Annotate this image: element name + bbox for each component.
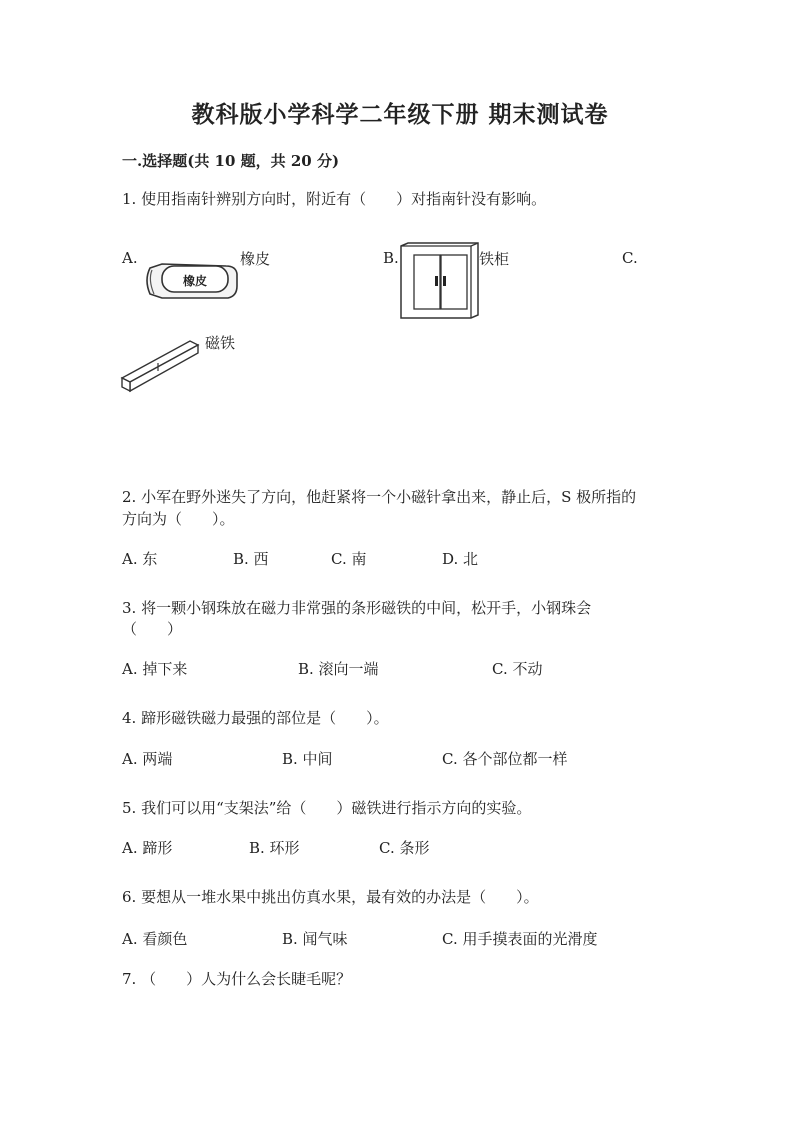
- question-2-line-2: 方向为（ ）。: [122, 510, 235, 528]
- q5-option-a: A. 蹄形: [122, 839, 173, 857]
- q2-option-a: A. 东: [122, 550, 158, 568]
- question-5-text: 5. 我们可以用“支架法”给（ ）磁铁进行指示方向的实验。: [122, 799, 532, 817]
- q5-option-c: C. 条形: [379, 839, 430, 857]
- q6-option-a: A. 看颜色: [122, 930, 188, 948]
- question-4-text: 4. 蹄形磁铁磁力最强的部位是（ ）。: [122, 709, 389, 727]
- q6-option-c: C. 用手摸表面的光滑度: [442, 930, 598, 948]
- cabinet-image: [398, 242, 480, 320]
- q1-option-c-label: 磁铁: [205, 334, 236, 352]
- q6-option-b: B. 闻气味: [282, 930, 348, 948]
- q1-option-c: C.: [622, 249, 638, 267]
- q2-option-b: B. 西: [233, 550, 269, 568]
- eraser-image: [140, 260, 240, 302]
- section-heading: 一.选择题(共 10 题，共 20 分): [122, 152, 340, 170]
- q3-option-b: B. 滚向一端: [298, 660, 379, 678]
- q4-option-c: C. 各个部位都一样: [442, 750, 568, 768]
- q3-option-a: A. 掉下来: [122, 660, 188, 678]
- question-6-text: 6. 要想从一堆水果中挑出仿真水果，最有效的办法是（ ）。: [122, 888, 539, 906]
- q1-option-b-label: 铁柜: [479, 250, 510, 268]
- q2-option-d: D. 北: [442, 550, 479, 568]
- question-7-text: 7. （ ）人为什么会长睫毛呢？: [122, 970, 352, 988]
- q4-option-b: B. 中间: [282, 750, 333, 768]
- q5-option-b: B. 环形: [249, 839, 300, 857]
- q2-option-c: C. 南: [331, 550, 367, 568]
- question-1-text: 1. 使用指南针辨别方向时，附近有（ ）对指南针没有影响。: [122, 190, 547, 208]
- q1-option-b: B.: [383, 249, 399, 267]
- question-2-line-1: 2. 小军在野外迷失了方向，他赶紧将一个小磁针拿出来，静止后，S 极所指的: [122, 488, 637, 506]
- q3-option-c: C. 不动: [492, 660, 543, 678]
- q1-option-a-label: 橡皮: [240, 250, 271, 268]
- bar-magnet-image: [118, 336, 202, 396]
- page-title: 教科版小学科学二年级下册 期末测试卷: [191, 101, 609, 128]
- q4-option-a: A. 两端: [122, 750, 173, 768]
- question-3-line-2: （ ）: [122, 620, 183, 638]
- q1-option-a: A.: [122, 249, 138, 267]
- question-3-line-1: 3. 将一颗小钢珠放在磁力非常强的条形磁铁的中间，松开手，小钢珠会: [122, 599, 592, 617]
- eraser-image-label: 橡皮: [182, 274, 208, 288]
